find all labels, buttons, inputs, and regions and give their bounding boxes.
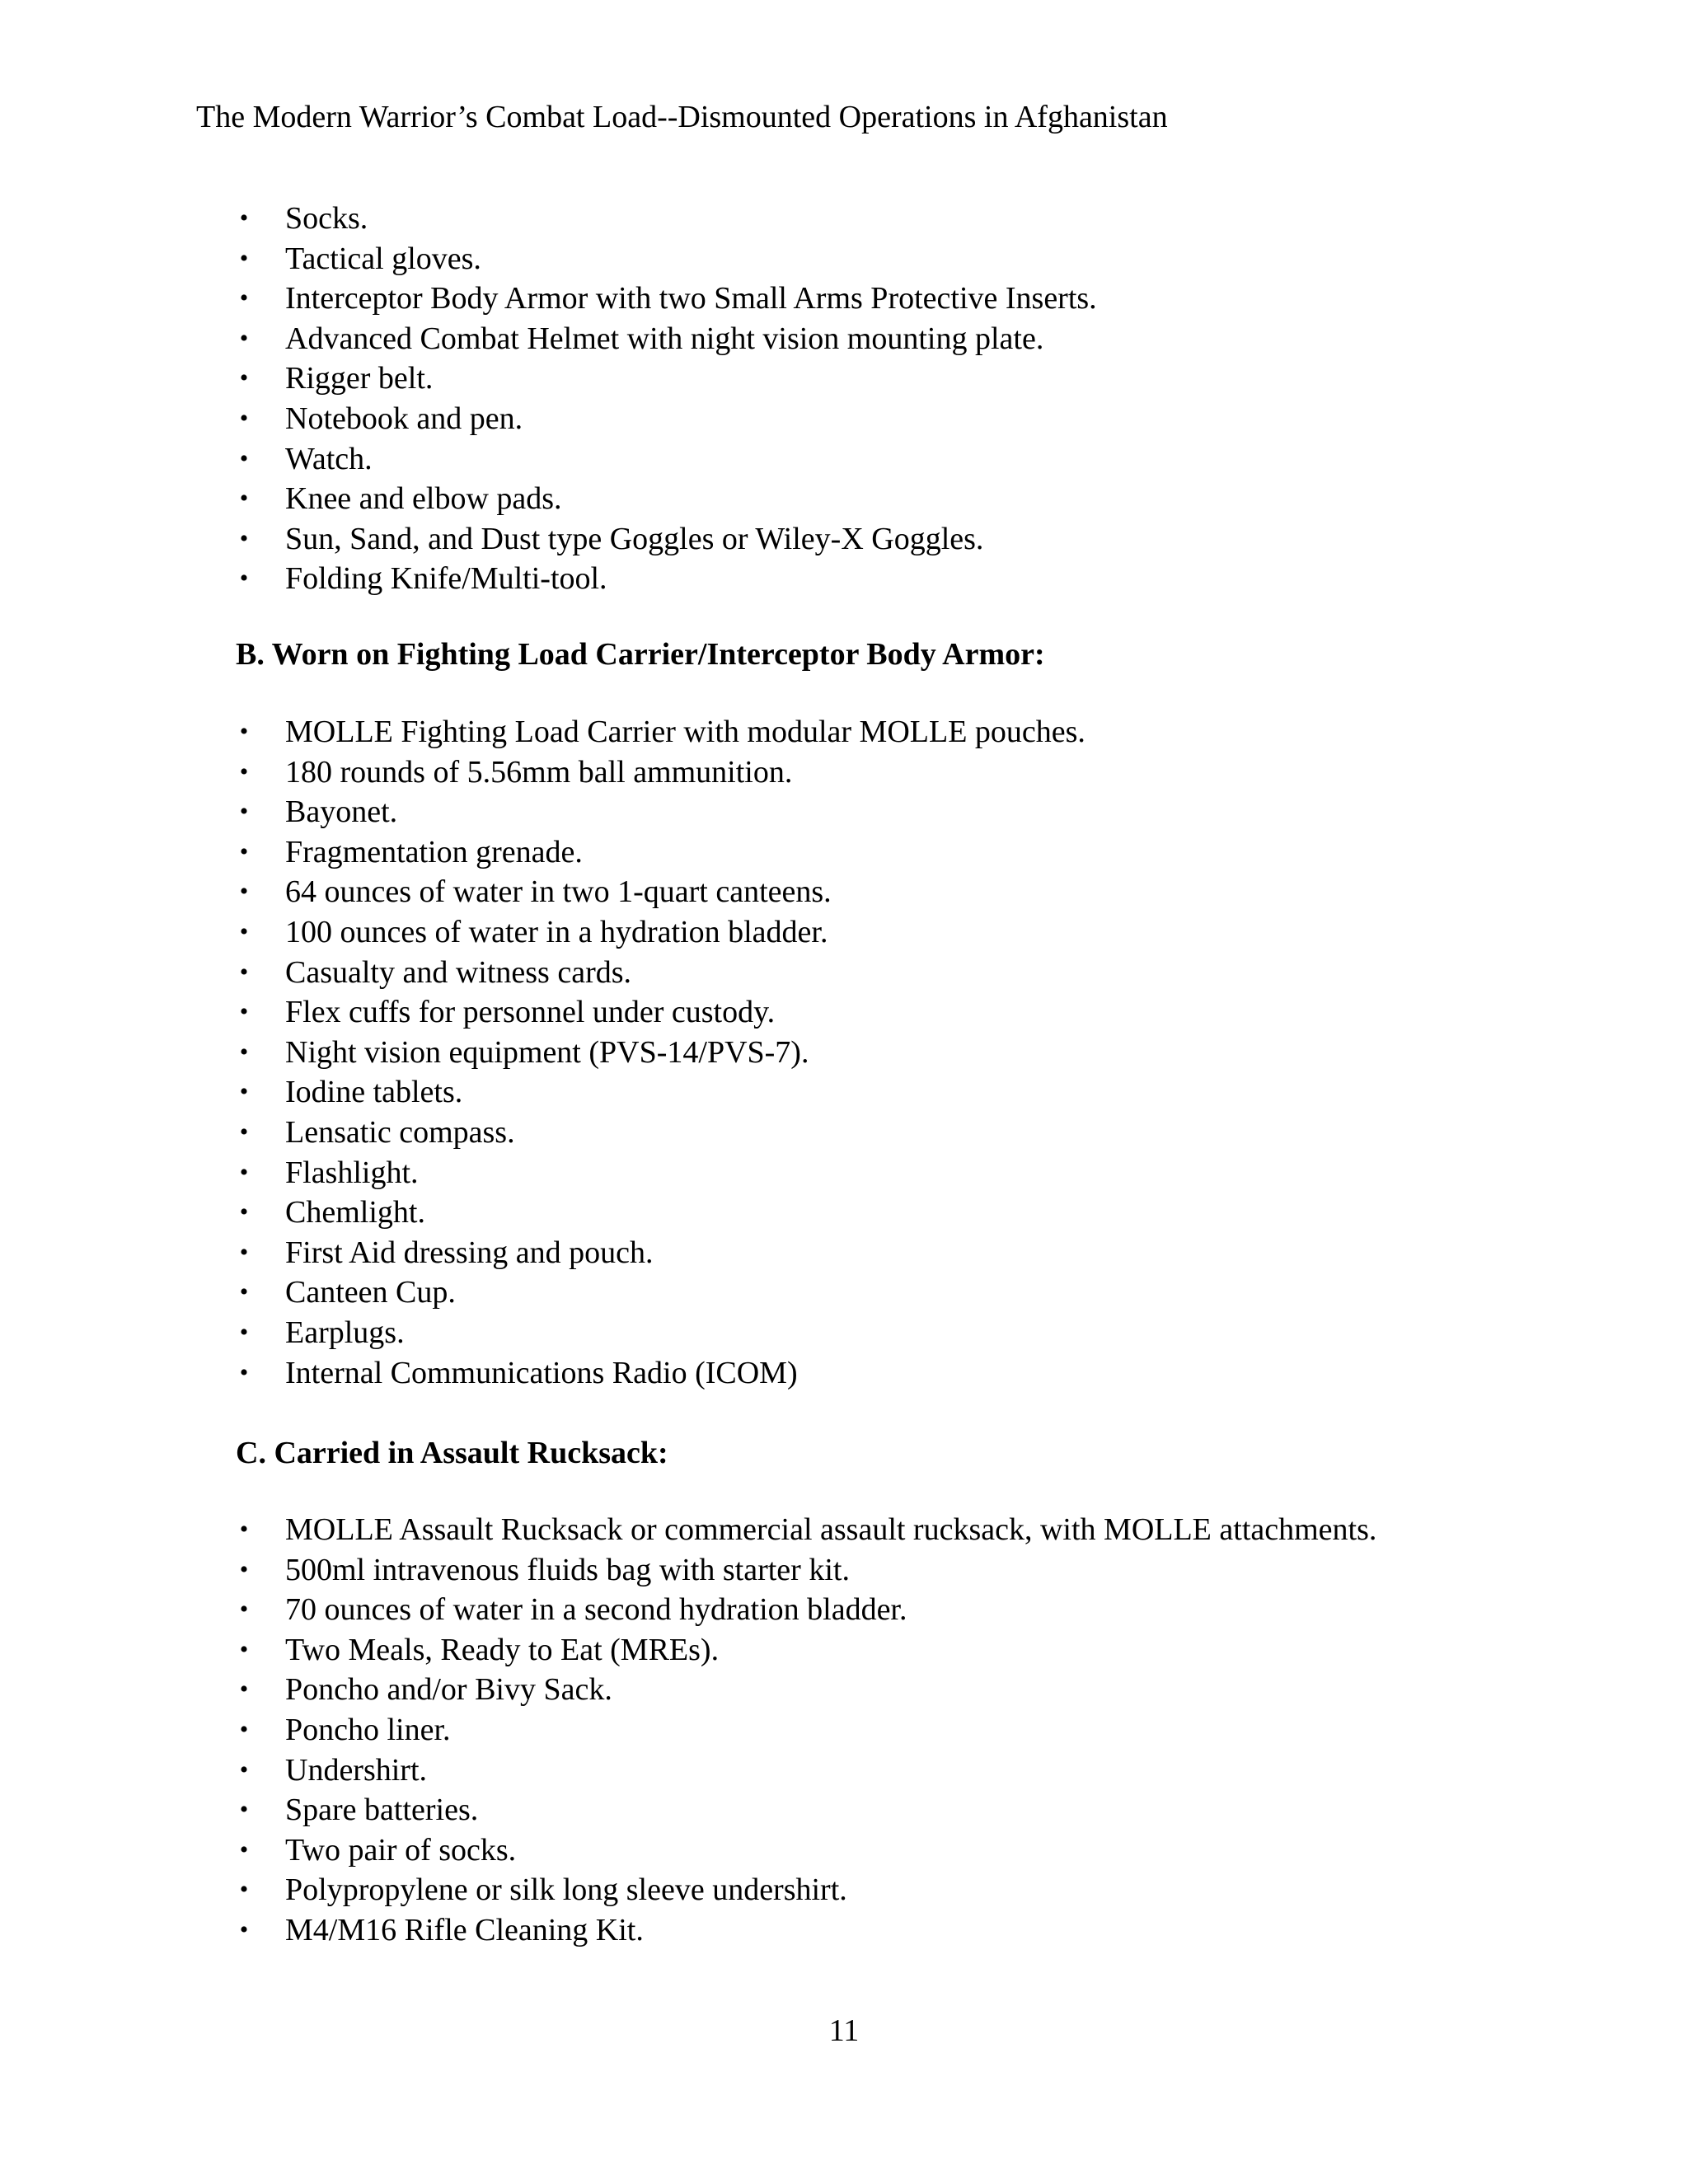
bullet-icon: • <box>239 837 249 865</box>
list-item-text: Two Meals, Ready to Eat (MREs). <box>285 1632 720 1667</box>
bullet-icon: • <box>239 798 249 826</box>
bullet-icon: • <box>239 1158 249 1186</box>
list-item-text: 70 ounces of water in a second hydration bladder. <box>285 1592 907 1628</box>
list-item-text: 500ml intravenous fluids bag with starter kit. <box>285 1552 850 1587</box>
list-item-text: Interceptor Body Armor with two Small Arms Protective Inserts. <box>285 281 1097 316</box>
list-item-text: Polypropylene or silk long sleeve undershirt. <box>285 1872 847 1908</box>
list-item-text: 180 rounds of 5.56mm ball ammunition. <box>285 754 793 790</box>
list-item-text: Spare batteries. <box>285 1793 479 1828</box>
bullet-icon: • <box>239 878 249 906</box>
bullet-icon: • <box>239 1555 249 1583</box>
bullet-icon: • <box>239 998 249 1026</box>
list-item-text: Internal Communications Radio (ICOM) <box>285 1355 798 1390</box>
list-item-text: Notebook and pen. <box>285 401 523 436</box>
bullet-icon: • <box>239 1635 249 1663</box>
list-item-text: Earplugs. <box>285 1315 405 1350</box>
list-item-text: Knee and elbow pads. <box>285 481 562 517</box>
list-item-text: Socks. <box>285 201 368 236</box>
bullet-icon: • <box>239 1675 249 1704</box>
bullet-icon: • <box>239 1038 249 1066</box>
bullet-icon: • <box>239 1318 249 1346</box>
list-item-text: Casualty and witness cards. <box>285 954 632 990</box>
list-item-text: Canteen Cup. <box>285 1275 456 1310</box>
bullet-icon: • <box>239 324 249 352</box>
list-item-text: 64 ounces of water in two 1-quart canteens. <box>285 874 832 910</box>
bullet-icon: • <box>239 1078 249 1106</box>
bullet-icon: • <box>239 1755 249 1783</box>
list-item-text: Poncho liner. <box>285 1712 451 1747</box>
bullet-icon: • <box>239 1198 249 1226</box>
bullet-icon: • <box>239 958 249 986</box>
bullet-icon: • <box>239 485 249 513</box>
list-item-text: Two pair of socks. <box>285 1832 517 1868</box>
bullet-icon: • <box>239 1915 249 1943</box>
list-item-text: Flex cuffs for personnel under custody. <box>285 995 776 1030</box>
bullet-icon: • <box>239 1715 249 1743</box>
list-item-text: Iodine tablets. <box>285 1075 463 1110</box>
bullet-icon: • <box>239 1118 249 1146</box>
list-item-text: First Aid dressing and pouch. <box>285 1235 654 1270</box>
list-item-text: Tactical gloves. <box>285 241 481 276</box>
list-item-text: Folding Knife/Multi-tool. <box>285 561 607 597</box>
list-item-text: Night vision equipment (PVS-14/PVS-7). <box>285 1034 809 1070</box>
bullet-icon: • <box>239 565 249 593</box>
list-item-text: Watch. <box>285 441 373 476</box>
list-item-text: MOLLE Assault Rucksack or commercial assault rucksack, with MOLLE attachments. <box>285 1512 1377 1547</box>
list-item-text: Rigger belt. <box>285 361 434 396</box>
bullet-icon: • <box>239 244 249 272</box>
bullet-icon: • <box>239 917 249 945</box>
running-header: The Modern Warrior’s Combat Load--Dismounted Operations in Afghanistan <box>196 100 1168 134</box>
bullet-icon: • <box>239 757 249 785</box>
bullet-icon: • <box>239 404 249 432</box>
list-item-text: M4/M16 Rifle Cleaning Kit. <box>285 1912 644 1947</box>
bullet-icon: • <box>239 1796 249 1824</box>
list-item-text: Fragmentation grenade. <box>285 834 583 869</box>
list-item-text: Undershirt. <box>285 1752 428 1788</box>
bullet-icon: • <box>239 364 249 392</box>
bullet-icon: • <box>239 284 249 312</box>
bullet-icon: • <box>239 524 249 552</box>
bullet-icon: • <box>239 1358 249 1386</box>
list-item-text: Chemlight. <box>285 1195 425 1230</box>
list-item-text: Advanced Combat Helmet with night vision mounting plate. <box>285 321 1044 356</box>
bullet-icon: • <box>239 204 249 232</box>
bullet-icon: • <box>239 1596 249 1624</box>
list-item-text: MOLLE Fighting Load Carrier with modular MOLLE pouches. <box>285 715 1085 749</box>
bullet-icon: • <box>239 1516 249 1543</box>
bullet-icon: • <box>239 1876 249 1904</box>
section-heading-b: B. Worn on Fighting Load Carrier/Interceptor Body Armor: <box>236 637 1045 672</box>
bullet-icon: • <box>239 1238 249 1266</box>
list-item-text: Bayonet. <box>285 794 398 830</box>
bullet-icon: • <box>239 444 249 472</box>
bullet-icon: • <box>239 1278 249 1306</box>
page-number: 11 <box>828 2013 860 2048</box>
list-item-text: 100 ounces of water in a hydration bladder. <box>285 914 828 949</box>
bullet-icon: • <box>239 1835 249 1863</box>
bullet-icon: • <box>239 718 249 745</box>
list-item-text: Poncho and/or Bivy Sack. <box>285 1672 612 1708</box>
list-item-text: Flashlight. <box>285 1155 419 1190</box>
section-heading-c: C. Carried in Assault Rucksack: <box>236 1436 668 1470</box>
list-item-text: Sun, Sand, and Dust type Goggles or Wiley-X Goggles. <box>285 521 984 556</box>
list-item-text: Lensatic compass. <box>285 1114 515 1150</box>
